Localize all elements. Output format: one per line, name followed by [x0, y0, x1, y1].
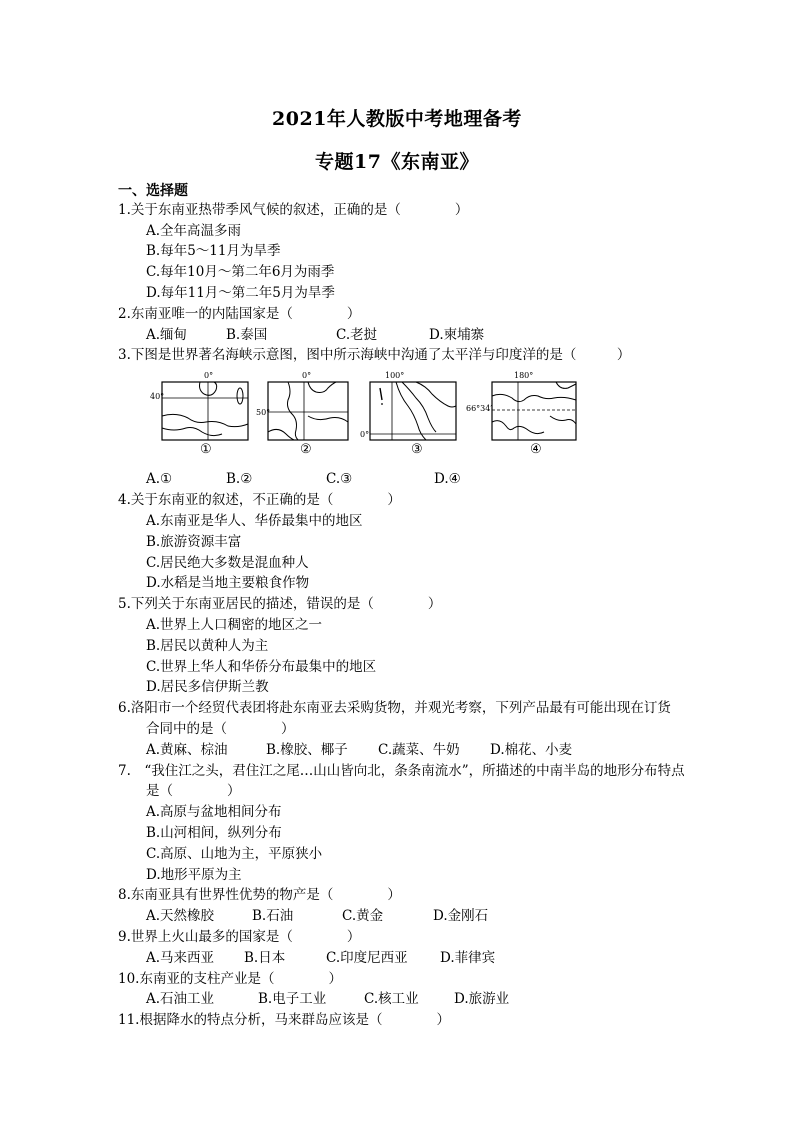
question-9-option-c: C.印度尼西亚: [326, 950, 408, 966]
question-2-option-b: B.泰国: [226, 327, 268, 343]
question-6-option-a: A.黄麻、棕油: [146, 742, 228, 758]
question-10-option-a: A.石油工业: [146, 991, 215, 1007]
map-2-lon-label: 0°: [302, 371, 312, 380]
question-8-option-c: C.黄金: [342, 908, 384, 924]
question-4-option-a: A.东南亚是华人、华侨最集中的地区: [146, 513, 363, 529]
document-title: 2021年人教版中考地理备考: [272, 108, 522, 130]
strait-map-3: [356, 376, 462, 446]
map-3-number: ③: [411, 442, 423, 457]
question-5-option-d: D.居民多信伊斯兰教: [146, 679, 269, 695]
question-3-stem: 3.下图是世界著名海峡示意图，图中所示海峡中沟通了太平洋与印度洋的是（ ）: [118, 347, 631, 363]
question-5-stem: 5.下列关于东南亚居民的描述，错误的是（ ）: [118, 596, 442, 612]
question-2-option-c: C.老挝: [336, 327, 378, 343]
question-2-option-a: A.缅甸: [146, 327, 188, 343]
question-1-option-a: A.全年高温多雨: [146, 223, 242, 239]
map-3-lon-label: 100°: [385, 371, 405, 380]
map-1-number: ①: [200, 442, 212, 457]
question-8-option-d: D.金刚石: [433, 908, 489, 924]
section-heading: 一、选择题: [118, 183, 188, 199]
question-7-stem: 7. “我住江之头，君住江之尾…山山皆向北，条条南流水”，所描述的中南半岛的地形分布特点: [118, 763, 685, 779]
question-10-option-b: B.电子工业: [258, 991, 327, 1007]
question-6-stem: 6.洛阳市一个经贸代表团将赴东南亚去采购货物，并观光考察，下列产品最有可能出现在订货: [118, 700, 671, 716]
question-7-stem-continued: 是（ ）: [146, 783, 241, 799]
question-4-option-b: B.旅游资源丰富: [146, 534, 242, 550]
question-7-option-d: D.地形平原为主: [146, 867, 242, 883]
question-7-option-c: C.高原、山地为主，平原狭小: [146, 846, 323, 862]
question-4-stem: 4.关于东南亚的叙述，不正确的是（ ）: [118, 492, 401, 508]
question-10-stem: 10.东南亚的支柱产业是（ ）: [118, 971, 342, 987]
strait-map-4: [484, 376, 582, 446]
map-4-number: ④: [530, 442, 542, 457]
map-2-number: ②: [300, 442, 312, 457]
question-1-option-b: B.每年5～11月为旱季: [146, 243, 281, 259]
question-8-stem: 8.东南亚具有世界性优势的物产是（ ）: [118, 887, 401, 903]
map-4-lat-label: 66°34′: [466, 404, 493, 413]
question-7-option-b: B.山河相间，纵列分布: [146, 825, 282, 841]
question-8-option-a: A.天然橡胶: [146, 908, 215, 924]
question-3-option-d: D.④: [434, 471, 461, 487]
question-6-option-d: D.棉花、小麦: [490, 742, 573, 758]
question-6-option-c: C.蔬菜、牛奶: [378, 742, 460, 758]
map-1-lat-label: 40°: [150, 392, 165, 401]
question-3-option-c: C.③: [326, 471, 353, 487]
question-9-option-a: A.马来西亚: [146, 950, 215, 966]
question-4-option-c: C.居民绝大多数是混血种人: [146, 555, 309, 571]
question-11-stem: 11.根据降水的特点分析，马来群岛应该是（ ）: [118, 1012, 450, 1028]
question-2-option-d: D.柬埔寨: [429, 327, 485, 343]
question-1-option-c: C.每年10月～第二年6月为雨季: [146, 264, 335, 280]
question-5-option-a: A.世界上人口稠密的地区之一: [146, 617, 323, 633]
map-1-lon-label: 0°: [204, 371, 214, 380]
question-8-option-b: B.石油: [252, 908, 294, 924]
map-4-lon-label: 180°: [514, 371, 534, 380]
question-9-option-b: B.日本: [244, 950, 286, 966]
document-subtitle: 专题17《东南亚》: [315, 151, 479, 173]
map-2-lat-label: 50°: [256, 408, 271, 417]
question-5-option-c: C.世界上华人和华侨分布最集中的地区: [146, 659, 377, 675]
question-7-option-a: A.高原与盆地相间分布: [146, 804, 282, 820]
question-3-option-b: B.②: [226, 471, 253, 487]
question-5-option-b: B.居民以黄种人为主: [146, 638, 269, 654]
map-3-lat-label: 0°: [360, 430, 370, 439]
question-1-option-d: D.每年11月～第二年5月为旱季: [146, 285, 335, 301]
question-4-option-d: D.水稻是当地主要粮食作物: [146, 575, 310, 591]
question-6-stem-continued: 合同中的是（ ）: [146, 721, 295, 737]
question-6-option-b: B.橡胶、椰子: [266, 742, 348, 758]
question-1-stem: 1.关于东南亚热带季风气候的叙述，正确的是（ ）: [118, 202, 469, 218]
question-10-option-c: C.核工业: [364, 991, 419, 1007]
question-2-stem: 2.东南亚唯一的内陆国家是（ ）: [118, 306, 361, 322]
question-9-option-d: D.菲律宾: [440, 950, 496, 966]
question-10-option-d: D.旅游业: [454, 991, 510, 1007]
question-3-option-a: A.①: [146, 471, 173, 487]
strait-map-1: [148, 376, 252, 446]
question-9-stem: 9.世界上火山最多的国家是（ ）: [118, 929, 361, 945]
